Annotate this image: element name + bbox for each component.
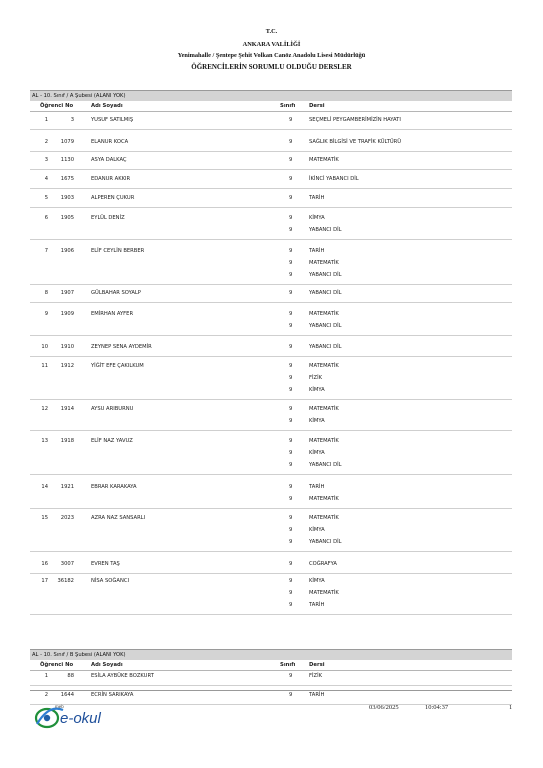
table-row xyxy=(30,556,512,574)
table-row xyxy=(30,112,512,130)
grade-cell: 9 xyxy=(289,561,293,567)
subject-cell: YABANCI DİL xyxy=(309,344,342,350)
row-index: 12 xyxy=(41,406,48,412)
table-row xyxy=(30,401,512,431)
student-name: YUSUF SATILMIŞ xyxy=(91,117,134,123)
grade-cell: 9 xyxy=(289,227,293,233)
student-name: ESİLA AYBÜKE BOZKURT xyxy=(91,673,154,679)
row-index: 10 xyxy=(41,344,48,350)
subject-cell: KİMYA xyxy=(309,450,325,456)
grade-cell: 9 xyxy=(289,375,293,381)
col-header-subject: Dersi xyxy=(309,103,325,109)
grade-cell: 9 xyxy=(289,692,293,698)
subject-cell: YABANCI DİL xyxy=(309,272,342,278)
print-time: 10:04:37 xyxy=(425,704,449,711)
grade-cell: 9 xyxy=(289,515,293,521)
student-number: 2023 xyxy=(60,515,74,521)
grade-cell: 9 xyxy=(289,260,293,266)
student-number: 1918 xyxy=(60,438,74,444)
grade-cell: 9 xyxy=(289,290,293,296)
row-index: 2 xyxy=(44,139,48,145)
subject-cell: MATEMATİK xyxy=(309,311,339,317)
student-name: GÜLBAHAR SOYALP xyxy=(91,290,141,296)
student-name: EBRAR KARAKAYA xyxy=(91,484,137,490)
col-header-subject: Dersi xyxy=(309,662,325,668)
grade-cell: 9 xyxy=(289,344,293,350)
student-name: ALPEREN ÇUKUR xyxy=(91,195,135,201)
page-title: ÖĞRENCİLERİN SORUMLU OLDUĞU DERSLER xyxy=(191,63,352,71)
row-index: 5 xyxy=(44,195,48,201)
col-header-grade: Sınıfı xyxy=(280,103,296,109)
row-index: 14 xyxy=(41,484,48,490)
student-number: 1912 xyxy=(60,363,74,369)
row-index: 7 xyxy=(44,248,48,254)
grade-cell: 9 xyxy=(289,323,293,329)
table-row xyxy=(30,243,512,285)
table-row xyxy=(30,210,512,240)
grade-cell: 9 xyxy=(289,418,293,424)
student-name: ECRİN SARIKAYA xyxy=(91,692,134,698)
subject-cell: MATEMATİK xyxy=(309,496,339,502)
row-index: 4 xyxy=(44,176,48,182)
student-name: ASYA DALKAÇ xyxy=(91,157,127,163)
subject-cell: MATEMATİK xyxy=(309,260,339,266)
subject-cell: İKİNCİ YABANCI DİL xyxy=(309,176,359,182)
table-row xyxy=(30,285,512,303)
row-index: 9 xyxy=(44,311,48,317)
subject-cell: FİZİK xyxy=(309,673,322,679)
grade-cell: 9 xyxy=(289,363,293,369)
student-number: 1644 xyxy=(60,692,74,698)
row-index: 11 xyxy=(41,363,48,369)
row-index: 15 xyxy=(41,515,48,521)
student-name: EDANUR AKKIR xyxy=(91,176,131,182)
footer-rule xyxy=(30,690,512,691)
row-index: 13 xyxy=(41,438,48,444)
e-okul-logo xyxy=(33,698,123,734)
student-name: ELANUR KOCA xyxy=(91,139,129,145)
table-row xyxy=(30,573,512,615)
grade-cell: 9 xyxy=(289,195,293,201)
grade-cell: 9 xyxy=(289,539,293,545)
student-name: EVREN TAŞ xyxy=(91,561,120,567)
student-name: YİĞİT EFE ÇAKILKUM xyxy=(91,363,144,369)
col-header-grade: Sınıfı xyxy=(280,662,296,668)
table-row xyxy=(30,339,512,357)
table-row xyxy=(30,171,512,189)
table-row xyxy=(30,152,512,170)
student-name: EMİRHAN AYFER xyxy=(91,311,134,317)
grade-cell: 9 xyxy=(289,496,293,502)
student-name: ELİF CEYLİN BERBER xyxy=(91,248,145,254)
grade-cell: 9 xyxy=(289,462,293,468)
grade-cell: 9 xyxy=(289,578,293,584)
subject-cell: KİMYA xyxy=(309,578,325,584)
subject-cell: MATEMATİK xyxy=(309,590,339,596)
subject-cell: TARİH xyxy=(309,692,325,698)
subject-cell: SEÇMELİ PEYGAMBERİMİZİN HAYATI xyxy=(309,117,401,123)
subject-cell: KİMYA xyxy=(309,215,325,221)
table-row xyxy=(30,433,512,475)
student-number: 1906 xyxy=(60,248,74,254)
subject-cell: TARİH xyxy=(309,484,325,490)
student-number: 88 xyxy=(67,673,74,679)
table-row xyxy=(30,358,512,400)
student-number: 36182 xyxy=(57,578,74,584)
header-school: Yenimahalle / Şentepe Şehit Volkan Canöz Anadolu Lisesi Müdürlüğü xyxy=(177,52,366,59)
grade-cell: 9 xyxy=(289,248,293,254)
student-number: 1921 xyxy=(60,484,74,490)
subject-cell: MATEMATİK xyxy=(309,515,339,521)
subject-cell: KİMYA xyxy=(309,418,325,424)
subject-cell: TARİH xyxy=(309,248,325,254)
subject-cell: YABANCI DİL xyxy=(309,539,342,545)
grade-cell: 9 xyxy=(289,450,293,456)
col-header-name: Adı Soyadı xyxy=(91,103,123,109)
row-index: 6 xyxy=(44,215,48,221)
subject-cell: SAĞLIK BİLGİSİ VE TRAFİK KÜLTÜRÜ xyxy=(309,139,402,145)
row-index: 8 xyxy=(44,290,48,296)
student-number: 1905 xyxy=(60,215,74,221)
student-name: AYSU ARIBURNU xyxy=(91,406,134,412)
student-name: NİSA SOĞANCI xyxy=(91,578,129,584)
col-header-student-no: Öğrenci No xyxy=(40,103,74,109)
header-governorship: ANKARA VALİLİĞİ xyxy=(242,41,301,48)
subject-cell: YABANCI DİL xyxy=(309,323,342,329)
student-name: EYLÜL DENİZ xyxy=(91,215,125,221)
subject-cell: KİMYA xyxy=(309,387,325,393)
student-number: 3 xyxy=(70,117,74,123)
row-index: 1 xyxy=(44,117,48,123)
grade-cell: 9 xyxy=(289,484,293,490)
grade-cell: 9 xyxy=(289,438,293,444)
grade-cell: 9 xyxy=(289,157,293,163)
table-row xyxy=(30,510,512,552)
grade-cell: 9 xyxy=(289,215,293,221)
subject-cell: COĞRAFYA xyxy=(309,561,337,567)
subject-cell: FİZİK xyxy=(309,375,322,381)
student-name: AZRA NAZ SANSARLI xyxy=(91,515,146,521)
page-number: 1 xyxy=(509,704,513,711)
subject-cell: MATEMATİK xyxy=(309,406,339,412)
grade-cell: 9 xyxy=(289,590,293,596)
student-number: 1907 xyxy=(60,290,74,296)
subject-cell: MATEMATİK xyxy=(309,438,339,444)
subject-cell: MATEMATİK xyxy=(309,363,339,369)
logo-text: e-okul xyxy=(60,710,101,727)
grade-cell: 9 xyxy=(289,602,293,608)
row-index: 17 xyxy=(41,578,48,584)
subject-cell: YABANCI DİL xyxy=(309,227,342,233)
student-number: 1914 xyxy=(60,406,74,412)
subject-cell: YABANCI DİL xyxy=(309,462,342,468)
row-index: 3 xyxy=(44,157,48,163)
subject-cell: MATEMATİK xyxy=(309,157,339,163)
grade-cell: 9 xyxy=(289,406,293,412)
subject-cell: TARİH xyxy=(309,195,325,201)
student-number: 3007 xyxy=(60,561,74,567)
section-header: AL - 10. Sınıf / A Şubesi (ALANI YOK) xyxy=(30,90,512,101)
grade-cell: 9 xyxy=(289,387,293,393)
table-row xyxy=(30,479,512,509)
subject-cell: YABANCI DİL xyxy=(309,290,342,296)
grade-cell: 9 xyxy=(289,527,293,533)
col-header-student-no: Öğrenci No xyxy=(40,662,74,668)
section-header: AL - 10. Sınıf / B Şubesi (ALANI YOK) xyxy=(30,649,512,660)
print-date: 03/06/2025 xyxy=(369,704,399,711)
table-row xyxy=(30,668,512,686)
table-row xyxy=(30,190,512,208)
grade-cell: 9 xyxy=(289,272,293,278)
column-header-row xyxy=(30,101,512,112)
grade-cell: 9 xyxy=(289,117,293,123)
student-name: ELİF NAZ YAVUZ xyxy=(91,438,133,444)
table-row xyxy=(30,306,512,336)
subject-cell: KİMYA xyxy=(309,527,325,533)
row-index: 2 xyxy=(44,692,48,698)
student-number: 1909 xyxy=(60,311,74,317)
logo-small-text: meb xyxy=(55,704,64,709)
student-number: 1079 xyxy=(60,139,74,145)
student-number: 1675 xyxy=(60,176,74,182)
student-name: ZEYNEP SENA AYDEMİR xyxy=(91,344,152,350)
grade-cell: 9 xyxy=(289,176,293,182)
row-index: 16 xyxy=(41,561,48,567)
table-row xyxy=(30,134,512,152)
row-index: 1 xyxy=(44,673,48,679)
grade-cell: 9 xyxy=(289,311,293,317)
subject-cell: TARİH xyxy=(309,602,325,608)
col-header-name: Adı Soyadı xyxy=(91,662,123,668)
student-number: 1903 xyxy=(60,195,74,201)
grade-cell: 9 xyxy=(289,673,293,679)
header-tc: T.C. xyxy=(265,28,278,35)
grade-cell: 9 xyxy=(289,139,293,145)
student-number: 1130 xyxy=(60,157,74,163)
student-number: 1910 xyxy=(60,344,74,350)
